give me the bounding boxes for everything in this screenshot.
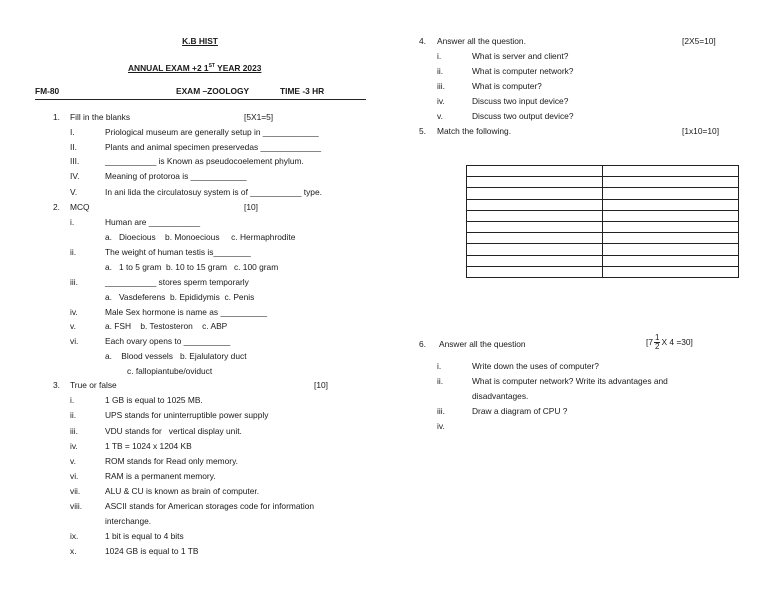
q2-marks: [10]	[244, 202, 258, 212]
q3-item-text: VDU stands for vertical display unit.	[105, 426, 242, 436]
q3-item-number: x.	[70, 546, 77, 556]
q3-item-text-continued: interchange.	[105, 516, 152, 526]
match-table-row	[467, 188, 739, 199]
match-cell-left	[467, 199, 603, 210]
q4-item-number: ii.	[437, 66, 444, 76]
q2-item-text: Male Sex hormone is name as __________	[105, 307, 268, 317]
match-cell-right	[603, 166, 739, 177]
q2-item-text: a. FSH b. Testosteron c. ABP	[105, 321, 228, 331]
exam-time: TIME -3 HR	[280, 86, 325, 96]
q1-item-text: ___________ is Known as pseudocoelement phylum.	[105, 156, 304, 166]
q2-title: MCQ	[70, 202, 90, 212]
q2-item-number: v.	[70, 321, 76, 331]
q4-item-number: v.	[437, 111, 443, 121]
school-name: K.B HIST	[182, 36, 218, 46]
q1-item-number: II.	[70, 142, 77, 152]
q6-marks: [7 $\frac{1}{2}$ X 4 =30]	[646, 333, 693, 352]
q2-item-number: iii.	[70, 277, 78, 287]
q2-item-options: a. 1 to 5 gram b. 10 to 15 gram c. 100 gram	[105, 262, 279, 272]
q4-item-number: i.	[437, 51, 442, 61]
match-table-row	[467, 221, 739, 232]
q6-item-text-continued: disadvantages.	[472, 391, 529, 401]
q3-marks: [10]	[314, 380, 328, 390]
match-cell-right	[603, 266, 739, 277]
q3-item-text: UPS stands for uninterruptible power supply	[105, 410, 269, 420]
exam-title: ANNUAL EXAM +2 1ST YEAR 2023	[128, 62, 262, 73]
match-cell-right	[603, 177, 739, 188]
match-cell-left	[467, 244, 603, 255]
match-cell-left	[467, 221, 603, 232]
q3-item-number: ix.	[70, 531, 79, 541]
q2-item-number: i.	[70, 217, 75, 227]
match-table-row	[467, 210, 739, 221]
q3-item-text: 1 TB = 1024 x 1204 KB	[105, 441, 192, 451]
match-cell-left	[467, 210, 603, 221]
q3-item-number: viii.	[70, 501, 83, 511]
q3-item-number: v.	[70, 456, 76, 466]
q2-item-number: vi.	[70, 336, 79, 346]
q1-number: 1.	[53, 112, 60, 122]
q3-item-text: RAM is a permanent memory.	[105, 471, 216, 481]
match-table-row	[467, 177, 739, 188]
q3-item-number: iv.	[70, 441, 78, 451]
q3-title: True or false	[70, 380, 117, 390]
q5-number: 5.	[419, 126, 426, 136]
q6-item-number: iii.	[437, 406, 445, 416]
q3-item-number: vi.	[70, 471, 79, 481]
full-marks: FM-80	[35, 86, 60, 96]
q3-item-text: 1 bit is equal to 4 bits	[105, 531, 184, 541]
q3-item-text: ASCII stands for American storages code for information	[105, 501, 315, 511]
q2-item-text: Each ovary opens to __________	[105, 336, 231, 346]
q2-item-options: a. Blood vessels b. Ejalulatory duct	[105, 351, 247, 361]
q4-item-text: Discuss two input device?	[472, 96, 569, 106]
q1-item-number: III.	[70, 156, 80, 166]
match-cell-left	[467, 255, 603, 266]
header-rule	[35, 99, 366, 100]
q2-item-options: a. Dioecious b. Monoecious c. Hermaphrodite	[105, 232, 296, 242]
q6-title: Answer all the question	[439, 339, 526, 349]
match-cell-right	[603, 210, 739, 221]
q2-item-text: The weight of human testis is________	[105, 247, 251, 257]
match-cell-right	[603, 233, 739, 244]
match-cell-right	[603, 221, 739, 232]
match-table-row	[467, 255, 739, 266]
q3-item-number: vii.	[70, 486, 81, 496]
q4-number: 4.	[419, 36, 426, 46]
q2-item-options-extra: c. fallopiantube/oviduct	[127, 366, 213, 376]
q6-item-text: Write down the uses of computer?	[472, 361, 599, 371]
q5-title: Match the following.	[437, 126, 512, 136]
exam-subject: EXAM –ZOOLOGY	[176, 86, 250, 96]
match-cell-right	[603, 199, 739, 210]
q2-item-options: a. Vasdeferens b. Epididymis c. Penis	[105, 292, 255, 302]
q3-item-text: 1 GB is equal to 1025 MB.	[105, 395, 203, 405]
q2-number: 2.	[53, 202, 60, 212]
q3-item-text: ALU & CU is known as brain of computer.	[105, 486, 260, 496]
q6-item-text: What is computer network? Write its advantages and	[472, 376, 668, 386]
q4-item-text: What is computer network?	[472, 66, 574, 76]
match-cell-left	[467, 166, 603, 177]
match-cell-left	[467, 266, 603, 277]
match-table-row	[467, 244, 739, 255]
q6-item-number: iv.	[437, 421, 445, 431]
q1-item-text: In ani lida the circulatosuy system is of ___________ type.	[105, 187, 322, 197]
q1-item-text: Meaning of protoroa is ____________	[105, 171, 247, 181]
match-cell-left	[467, 233, 603, 244]
q1-item-text: Priological museum are generally setup in ____________	[105, 127, 319, 137]
q1-marks: [5X1=5]	[244, 112, 274, 122]
q1-item-number: V.	[70, 187, 78, 197]
match-table-row	[467, 266, 739, 277]
q6-item-number: i.	[437, 361, 442, 371]
q5-marks: [1x10=10]	[682, 126, 720, 136]
q2-item-text: Human are ___________	[105, 217, 200, 227]
q2-item-text: ___________ stores sperm temporarly	[105, 277, 249, 287]
q3-item-number: iii.	[70, 426, 78, 436]
q6-item-text: Draw a diagram of CPU ?	[472, 406, 568, 416]
q1-item-text: Plants and animal specimen preservedas _____________	[105, 142, 322, 152]
q4-title: Answer all the question.	[437, 36, 526, 46]
q4-item-text: What is computer?	[472, 81, 542, 91]
q1-title: Fill in the blanks	[70, 112, 131, 122]
q4-item-text: What is server and client?	[472, 51, 569, 61]
match-table	[466, 165, 739, 278]
match-cell-right	[603, 255, 739, 266]
q4-marks: [2X5=10]	[682, 36, 716, 46]
q4-item-number: iii.	[437, 81, 445, 91]
match-table-row	[467, 199, 739, 210]
q3-item-text: ROM stands for Read only memory.	[105, 456, 238, 466]
match-cell-left	[467, 188, 603, 199]
q1-item-number: IV.	[70, 171, 80, 181]
match-cell-left	[467, 177, 603, 188]
fraction-half: $\frac{1}{2}$	[655, 333, 660, 352]
match-cell-right	[603, 244, 739, 255]
match-cell-right	[603, 188, 739, 199]
q2-item-number: iv.	[70, 307, 78, 317]
q3-item-number: ii.	[70, 410, 77, 420]
q6-item-number: ii.	[437, 376, 444, 386]
q6-number: 6.	[419, 339, 426, 349]
q4-item-text: Discuss two output device?	[472, 111, 574, 121]
match-table-row	[467, 233, 739, 244]
q4-item-number: iv.	[437, 96, 445, 106]
q3-item-text: 1024 GB is equal to 1 TB	[105, 546, 199, 556]
match-table-row	[467, 166, 739, 177]
q2-item-number: ii.	[70, 247, 77, 257]
q3-number: 3.	[53, 380, 60, 390]
q1-item-number: I.	[70, 127, 75, 137]
q3-item-number: i.	[70, 395, 75, 405]
